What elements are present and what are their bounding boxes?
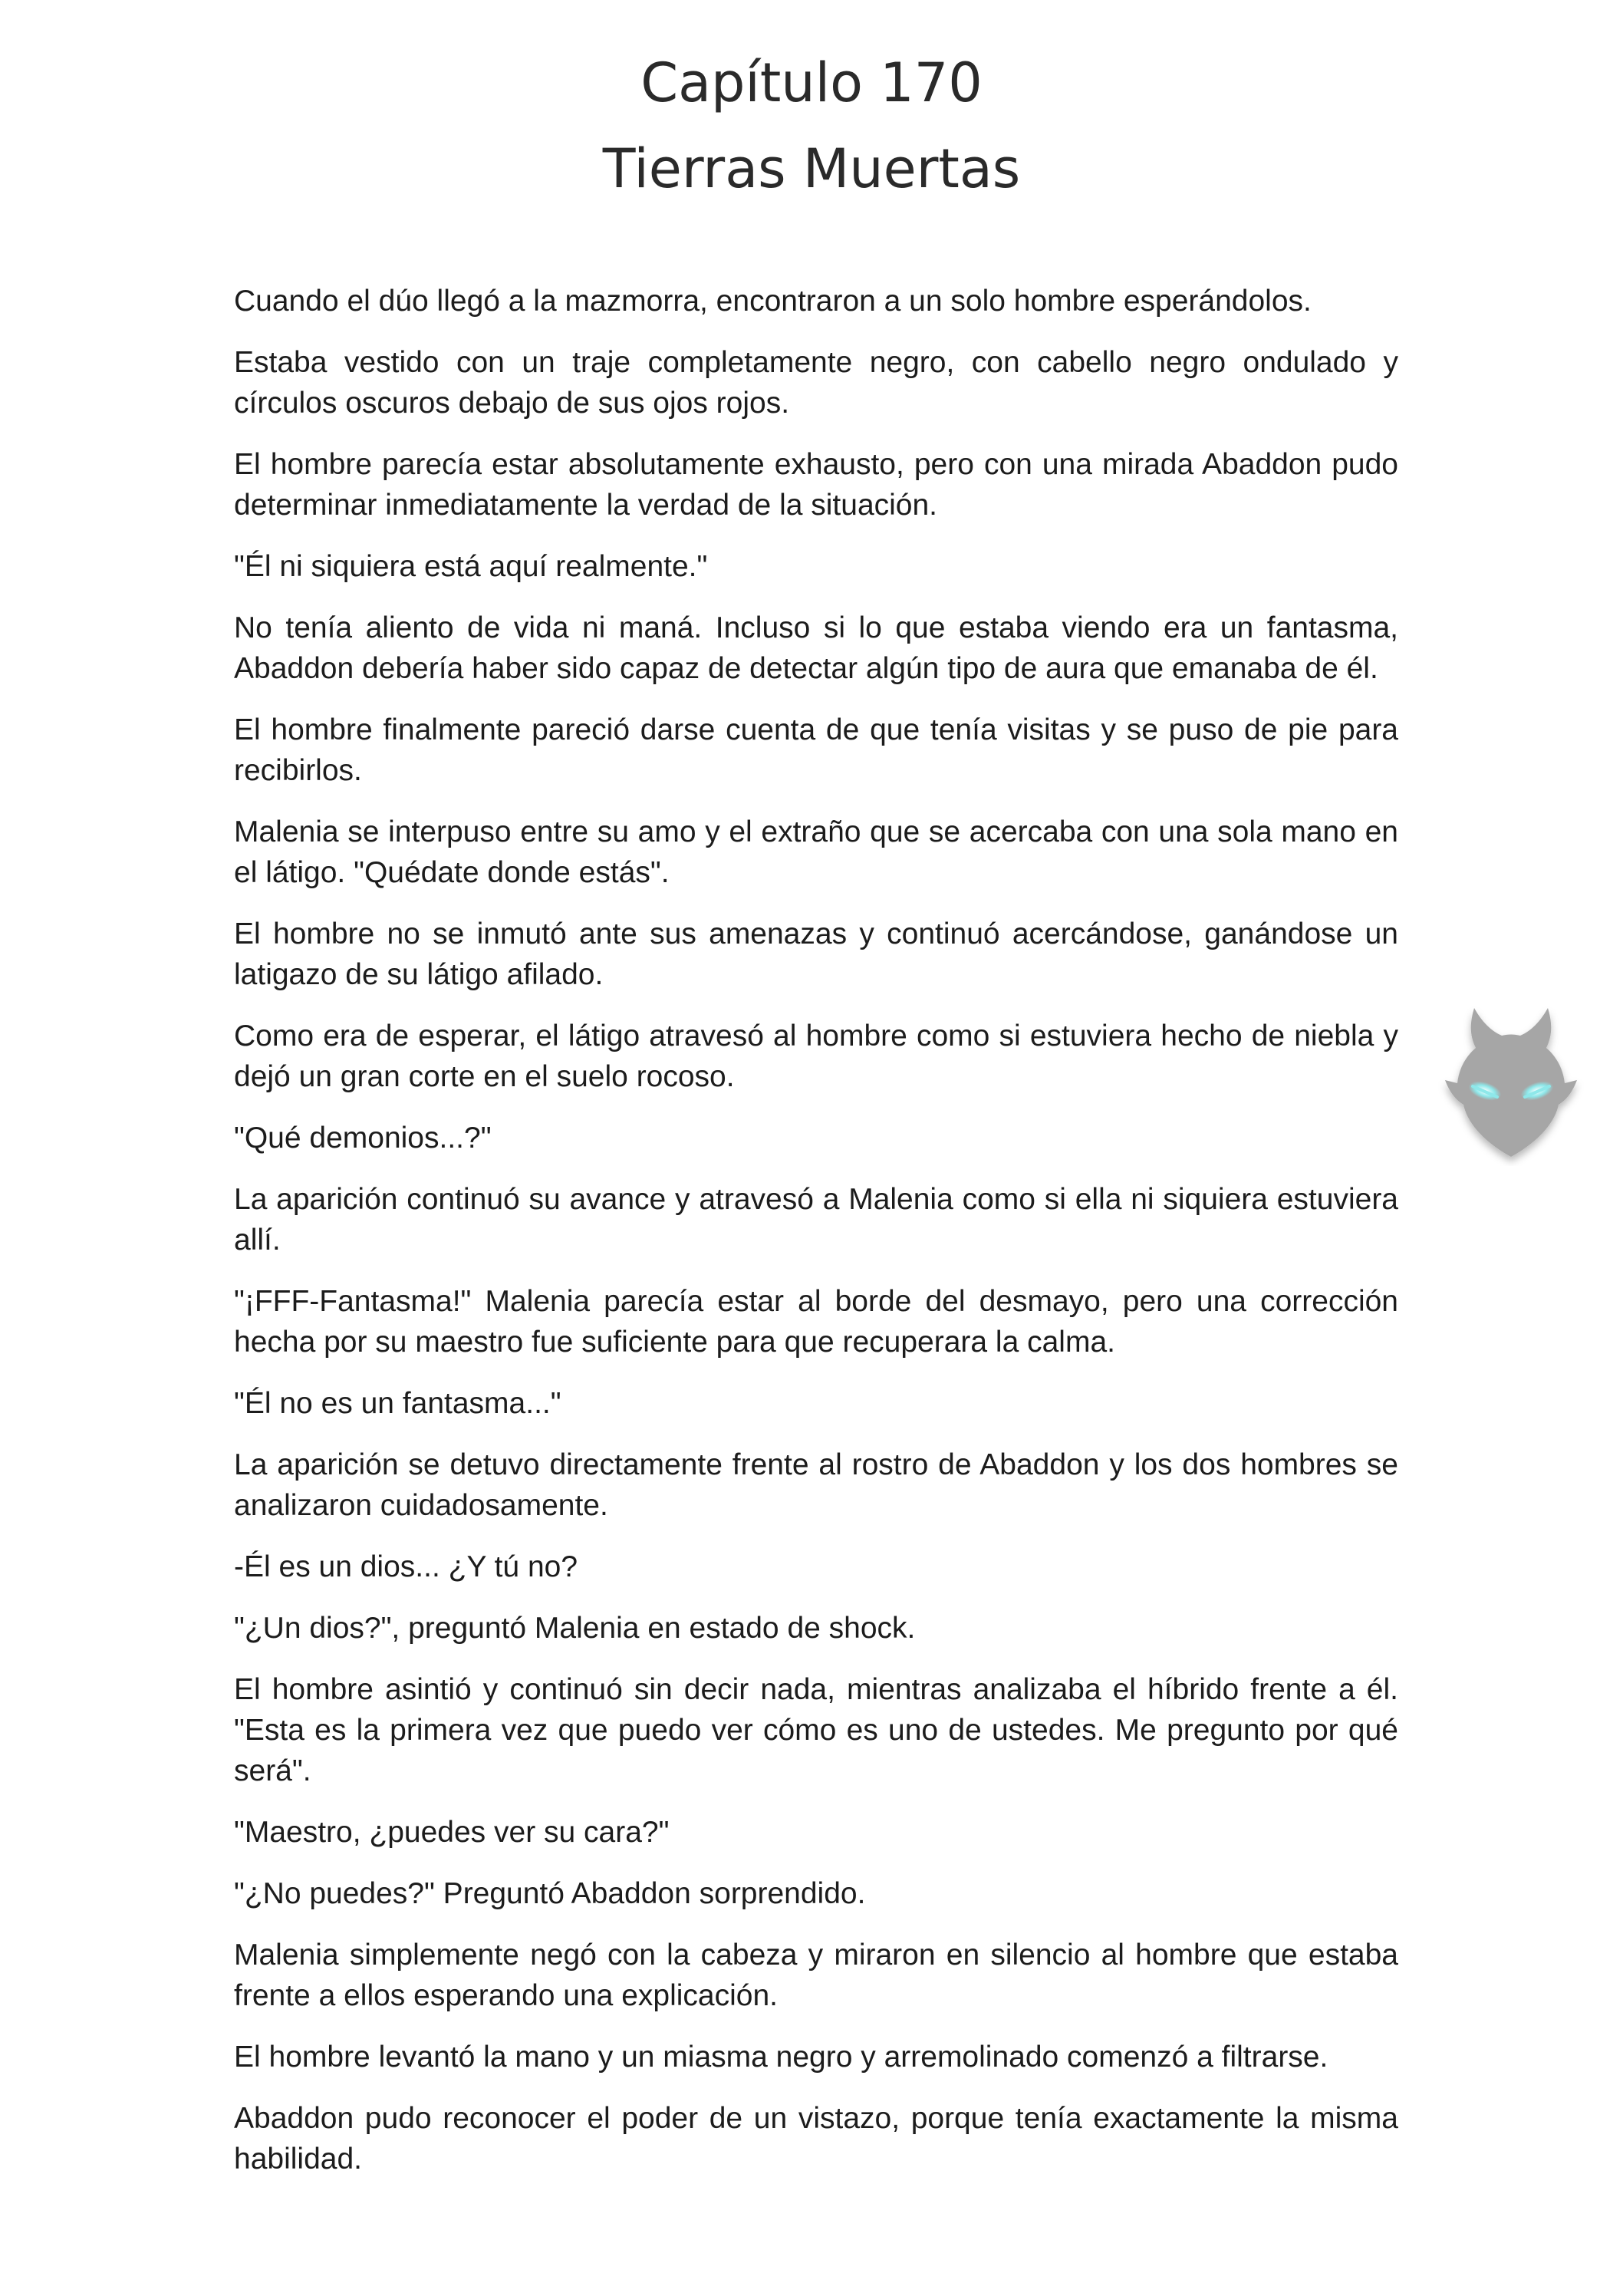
paragraph: Abaddon pudo reconocer el poder de un vistazo, porque tenía exactamente la misma habilidad. bbox=[234, 2102, 1398, 2176]
paragraph: Estaba vestido con un traje completamente negro, con cabello negro ondulado y círculos oscuros debajo de sus ojos rojos. bbox=[234, 346, 1398, 420]
paragraph: Cuando el dúo llegó a la mazmorra, encontraron a un solo hombre esperándolos. bbox=[234, 285, 1312, 318]
paragraph: No tenía aliento de vida ni maná. Incluso si lo que estaba viendo era un fantasma, Abaddon debería haber sido capaz de detectar algún tipo de aura que emanaba de él. bbox=[234, 611, 1398, 685]
paragraph: La aparición continuó su avance y atravesó a Malenia como si ella ni siquiera estuviera allí. bbox=[234, 1183, 1398, 1257]
paragraph: Malenia se interpuso entre su amo y el extraño que se acercaba con una sola mano en el látigo. "Quédate donde estás". bbox=[234, 815, 1398, 889]
paragraph: El hombre levantó la mano y un miasma negro y arremolinado comenzó a filtrarse. bbox=[234, 2041, 1328, 2074]
chapter-header bbox=[0, 40, 1623, 212]
chapter-number: Capítulo 170 bbox=[640, 51, 983, 114]
paragraph: Como era de esperar, el látigo atravesó al hombre como si estuviera hecho de niebla y dejó un gran corte en el suelo rocoso. bbox=[234, 1020, 1398, 1093]
paragraph: El hombre parecía estar absolutamente exhausto, pero con una mirada Abaddon pudo determinar inmediatamente la verdad de la situación. bbox=[234, 448, 1398, 522]
paragraph: El hombre no se inmutó ante sus amenazas y continuó acercándose, ganándose un latigazo de su látigo afilado. bbox=[234, 917, 1398, 991]
paragraph: El hombre asintió y continuó sin decir nada, mientras analizaba el híbrido frente a él. "Esta es la primera vez que puedo ver cómo es uno de ustedes. Me pregunto por qué será". bbox=[234, 1673, 1398, 1787]
paragraph: "Maestro, ¿puedes ver su cara?" bbox=[234, 1816, 670, 1849]
paragraph: -Él es un dios... ¿Y tú no? bbox=[234, 1550, 578, 1583]
paragraph: "Él no es un fantasma..." bbox=[234, 1387, 561, 1420]
chapter-body bbox=[234, 281, 1398, 2200]
paragraph: El hombre finalmente pareció darse cuenta de que tenía visitas y se puso de pie para recibirlos. bbox=[234, 713, 1398, 787]
chapter-title: Tierras Muertas bbox=[602, 137, 1021, 200]
paragraph: "Él ni siquiera está aquí realmente." bbox=[234, 550, 708, 583]
paragraph: "¿No puedes?" Preguntó Abaddon sorprendido. bbox=[234, 1877, 866, 1910]
paragraph: Malenia simplemente negó con la cabeza y miraron en silencio al hombre que estaba frente a ellos esperando una explicación. bbox=[234, 1939, 1398, 2012]
paragraph: "Qué demonios...?" bbox=[234, 1122, 492, 1155]
paragraph: "¿Un dios?", preguntó Malenia en estado de shock. bbox=[234, 1612, 916, 1645]
paragraph: La aparición se detuvo directamente frente al rostro de Abaddon y los dos hombres se analizaron cuidadosamente. bbox=[234, 1448, 1398, 1522]
demon-head-icon bbox=[1434, 997, 1588, 1166]
paragraph: "¡FFF-Fantasma!" Malenia parecía estar al borde del desmayo, pero una corrección hecha por su maestro fue suficiente para que recuperara la calma. bbox=[234, 1285, 1398, 1359]
